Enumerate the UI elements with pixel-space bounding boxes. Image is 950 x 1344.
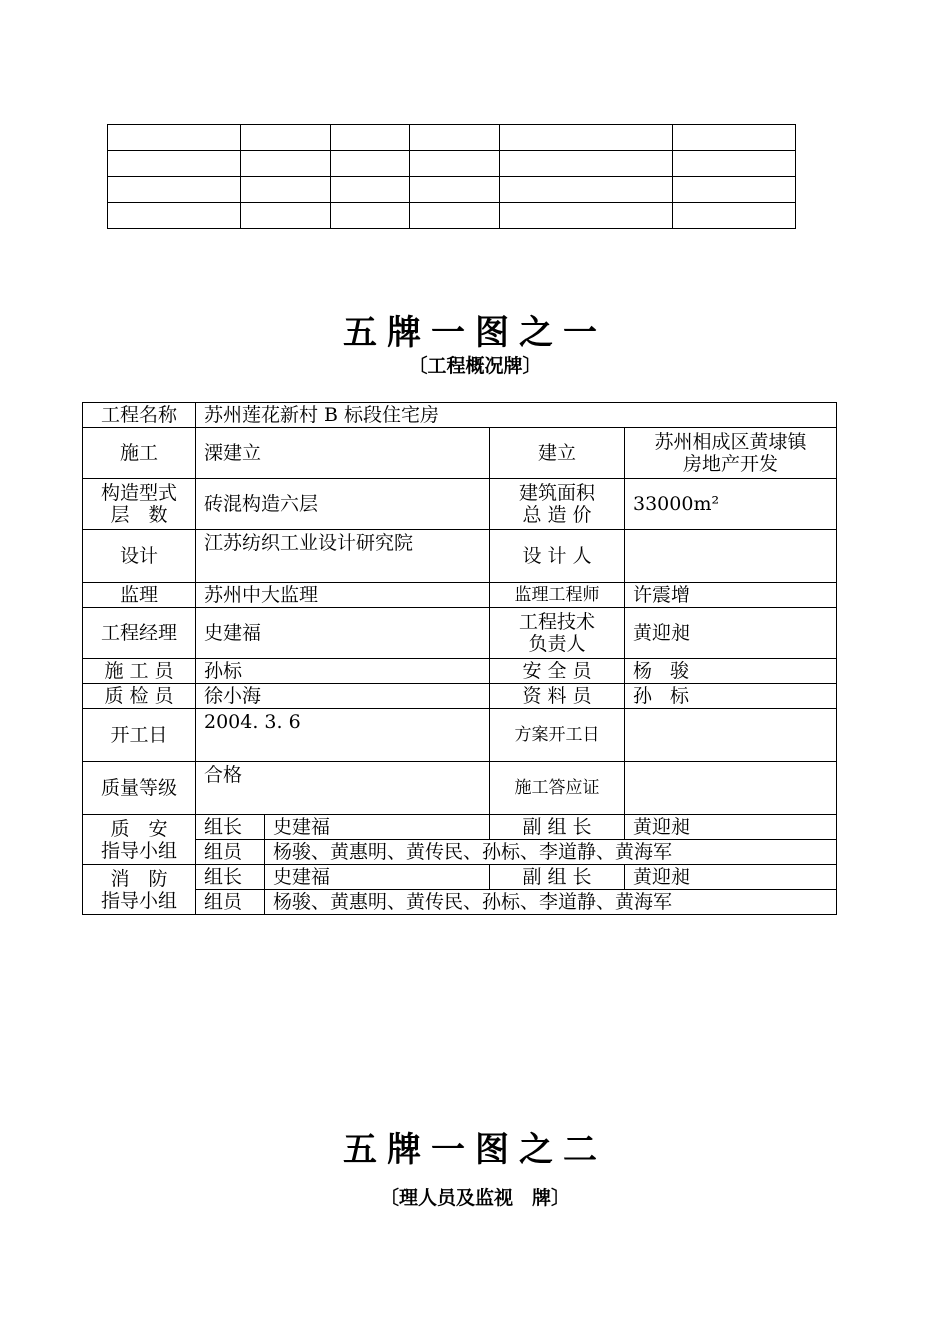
board2-subtitle: 〔理人员及监视 牌〕 bbox=[379, 1187, 570, 1209]
safety-value: 杨 骏 bbox=[625, 659, 837, 684]
quality-label: 质量等级 bbox=[83, 762, 196, 815]
table-row bbox=[83, 530, 837, 583]
structure-label-line1: 构造型式 bbox=[100, 482, 177, 504]
table-row bbox=[108, 125, 796, 151]
supervision-label: 监理 bbox=[83, 583, 196, 608]
plan-start-label: 方案开工日 bbox=[490, 709, 625, 762]
structure-value: 砖混构造六层 bbox=[196, 479, 490, 530]
structure-label bbox=[83, 479, 196, 530]
qs-group-label-line2: 指导小组 bbox=[100, 839, 177, 862]
designer-value bbox=[625, 530, 837, 583]
plan-start-value bbox=[625, 709, 837, 762]
area-label-line1: 建筑面积 bbox=[518, 482, 595, 504]
safety-label: 安 全 员 bbox=[490, 659, 625, 684]
worker-label: 施 工 员 bbox=[83, 659, 196, 684]
qs-group-label bbox=[83, 815, 196, 865]
fire-leader-label: 组长 bbox=[196, 865, 265, 890]
supervision-engineer-label: 监理工程师 bbox=[490, 583, 625, 608]
table-row bbox=[108, 177, 796, 203]
table-row bbox=[83, 762, 837, 815]
fire-group-label bbox=[83, 865, 196, 915]
qs-leader-value: 史建福 bbox=[265, 815, 490, 840]
qs-group-label-line1: 质 安 bbox=[110, 817, 168, 840]
qc-value: 徐小海 bbox=[196, 684, 490, 709]
docs-value: 孙 标 bbox=[625, 684, 837, 709]
tech-lead-label bbox=[490, 608, 625, 659]
build-label: 建立 bbox=[490, 428, 625, 479]
build-value bbox=[625, 428, 837, 479]
table-row bbox=[83, 890, 837, 915]
fire-deputy-value: 黄迎昶 bbox=[625, 865, 837, 890]
tech-lead-label-line2: 负责人 bbox=[528, 633, 586, 655]
construction-label: 施工 bbox=[83, 428, 196, 479]
table-row bbox=[83, 865, 837, 890]
fire-leader-value: 史建福 bbox=[265, 865, 490, 890]
design-value: 江苏纺织工业设计研究院 bbox=[196, 530, 490, 583]
board1-title: 五牌一图之一 bbox=[343, 313, 607, 353]
docs-label: 资 料 员 bbox=[490, 684, 625, 709]
project-overview-table bbox=[82, 402, 837, 915]
tech-lead-label-line1: 工程技术 bbox=[518, 611, 595, 633]
table-row bbox=[83, 428, 837, 479]
designer-label: 设 计 人 bbox=[490, 530, 625, 583]
fire-members-value: 杨骏、黄惠明、黄传民、孙标、李道静、黄海军 bbox=[265, 890, 837, 915]
construction-value: 溧建立 bbox=[196, 428, 490, 479]
structure-label-line2: 层 数 bbox=[110, 504, 168, 526]
table-row bbox=[83, 403, 837, 428]
table-row bbox=[83, 709, 837, 762]
qs-members-value: 杨骏、黄惠明、黄传民、孙标、李道静、黄海军 bbox=[265, 840, 837, 865]
project-name-value: 苏州莲花新村 B 标段住宅房 bbox=[196, 403, 837, 428]
board1-subtitle: 〔工程概况牌〕 bbox=[408, 355, 542, 377]
permit-label: 施工答应证 bbox=[490, 762, 625, 815]
qs-leader-label: 组长 bbox=[196, 815, 265, 840]
area-label-line2: 总 造 价 bbox=[522, 504, 592, 526]
empty-grid-table bbox=[107, 124, 796, 229]
area-value: 33000m² bbox=[625, 479, 837, 530]
worker-value: 孙标 bbox=[196, 659, 490, 684]
fire-group-label-line1: 消 防 bbox=[110, 867, 168, 890]
table-row bbox=[83, 815, 837, 840]
table-row bbox=[83, 684, 837, 709]
fire-member-label: 组员 bbox=[196, 890, 265, 915]
quality-value: 合格 bbox=[196, 762, 490, 815]
supervision-value: 苏州中大监理 bbox=[196, 583, 490, 608]
qs-member-label: 组员 bbox=[196, 840, 265, 865]
qs-deputy-label: 副 组 长 bbox=[490, 815, 625, 840]
fire-group-label-line2: 指导小组 bbox=[100, 889, 177, 912]
build-value-line1: 苏州相成区黄埭镇 bbox=[654, 431, 807, 453]
permit-value bbox=[625, 762, 837, 815]
design-label: 设计 bbox=[83, 530, 196, 583]
area-label bbox=[490, 479, 625, 530]
supervision-engineer-value: 许震增 bbox=[625, 583, 837, 608]
tech-lead-value: 黄迎昶 bbox=[625, 608, 837, 659]
project-name-label: 工程名称 bbox=[83, 403, 196, 428]
start-label: 开工日 bbox=[83, 709, 196, 762]
table-row bbox=[108, 151, 796, 177]
table-row bbox=[83, 659, 837, 684]
qc-label: 质 检 员 bbox=[83, 684, 196, 709]
table-row bbox=[83, 840, 837, 865]
table-row bbox=[83, 608, 837, 659]
table-row bbox=[83, 479, 837, 530]
board2-title: 五牌一图之二 bbox=[343, 1130, 607, 1170]
qs-deputy-value: 黄迎昶 bbox=[625, 815, 837, 840]
fire-deputy-label: 副 组 长 bbox=[490, 865, 625, 890]
manager-value: 史建福 bbox=[196, 608, 490, 659]
start-value: 2004. 3. 6 bbox=[196, 709, 490, 762]
table-row bbox=[83, 583, 837, 608]
manager-label: 工程经理 bbox=[83, 608, 196, 659]
table-row bbox=[108, 203, 796, 229]
build-value-line2: 房地产开发 bbox=[682, 453, 778, 475]
